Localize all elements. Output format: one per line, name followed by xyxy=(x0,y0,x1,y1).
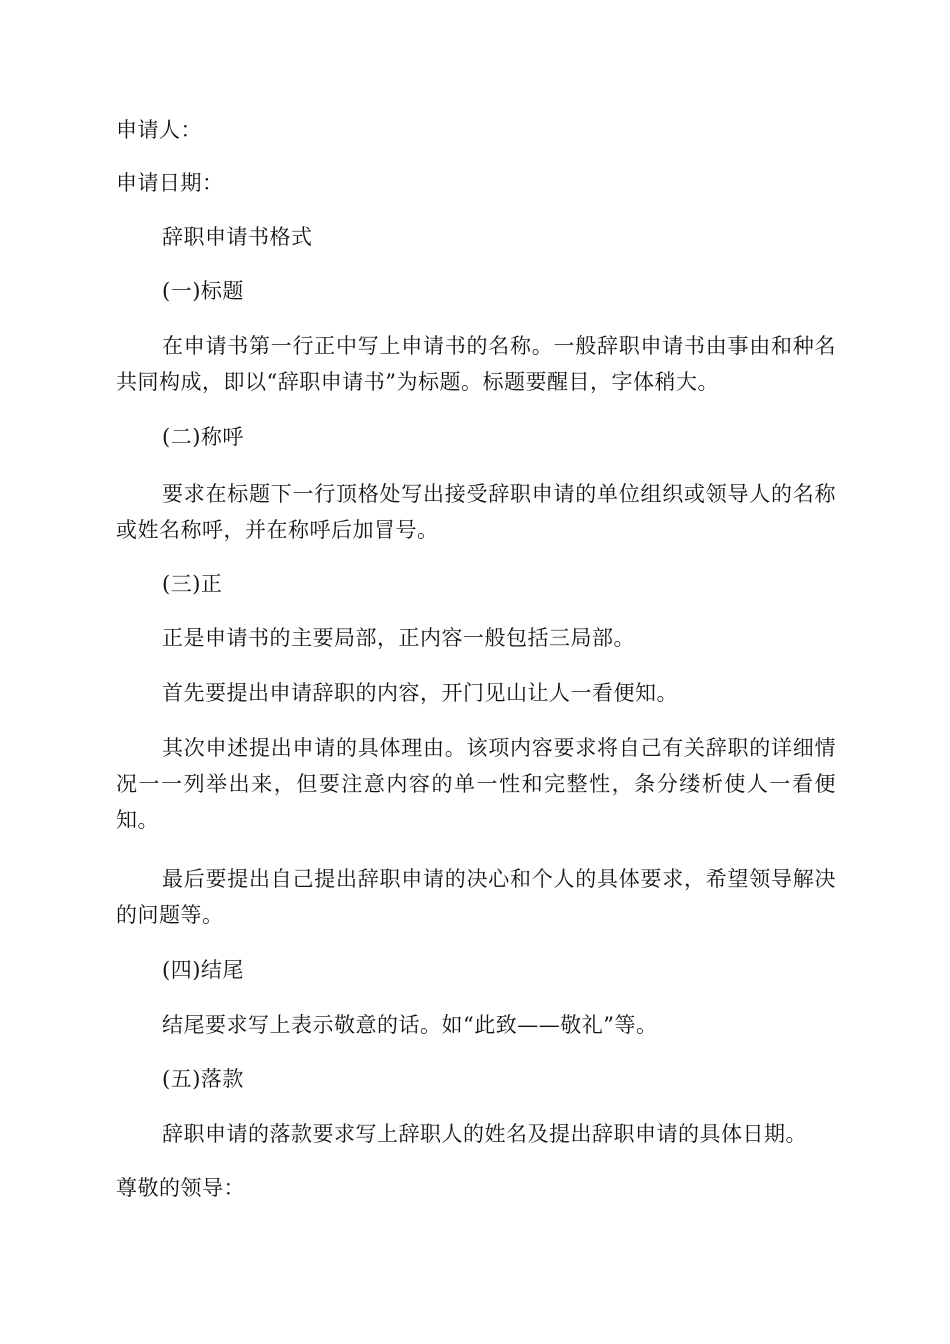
heading-body: (三)正 xyxy=(162,572,223,596)
paragraph-first: 首先要提出申请辞职的内容，开门见山让人一看便知。 xyxy=(162,681,678,705)
heading-salutation: (二)称呼 xyxy=(162,425,244,449)
paragraph-last: 最后要提出自己提出辞职申请的决心和个人的具体要求，希望领导解决的问题等。 xyxy=(116,867,836,927)
heading-closing: (四)结尾 xyxy=(162,958,244,982)
paragraph-second: 其次申述提出申请的具体理由。该项内容要求将自己有关辞职的详细情况一一列举出来，但要注意内容的单一性和完整性，条分缕析使人一看便知。 xyxy=(116,736,836,832)
paragraph-title-desc: 在申请书第一行正中写上申请书的名称。一般辞职申请书由事由和种名共同构成，即以“辞职申请书”为标题。标题要醒目，字体稍大。 xyxy=(116,334,836,394)
paragraph-body-desc: 正是申请书的主要局部，正内容一般包括三局部。 xyxy=(162,626,635,650)
paragraph-salutation-desc: 要求在标题下一行顶格处写出接受辞职申请的单位组织或领导人的名称或姓名称呼，并在称呼后加冒号。 xyxy=(116,482,836,542)
paragraph-closing-desc: 结尾要求写上表示敬意的话。如“此致——敬礼”等。 xyxy=(162,1013,658,1037)
date-label: 申请日期： xyxy=(116,171,224,195)
paragraph-signature-desc: 辞职申请的落款要求写上辞职人的姓名及提出辞职申请的具体日期。 xyxy=(162,1122,807,1146)
heading-title: (一)标题 xyxy=(162,279,244,303)
applicant-label: 申请人： xyxy=(116,118,202,142)
salutation: 尊敬的领导： xyxy=(116,1176,245,1200)
section-title: 辞职申请书格式 xyxy=(162,225,313,249)
heading-signature: (五)落款 xyxy=(162,1067,244,1091)
